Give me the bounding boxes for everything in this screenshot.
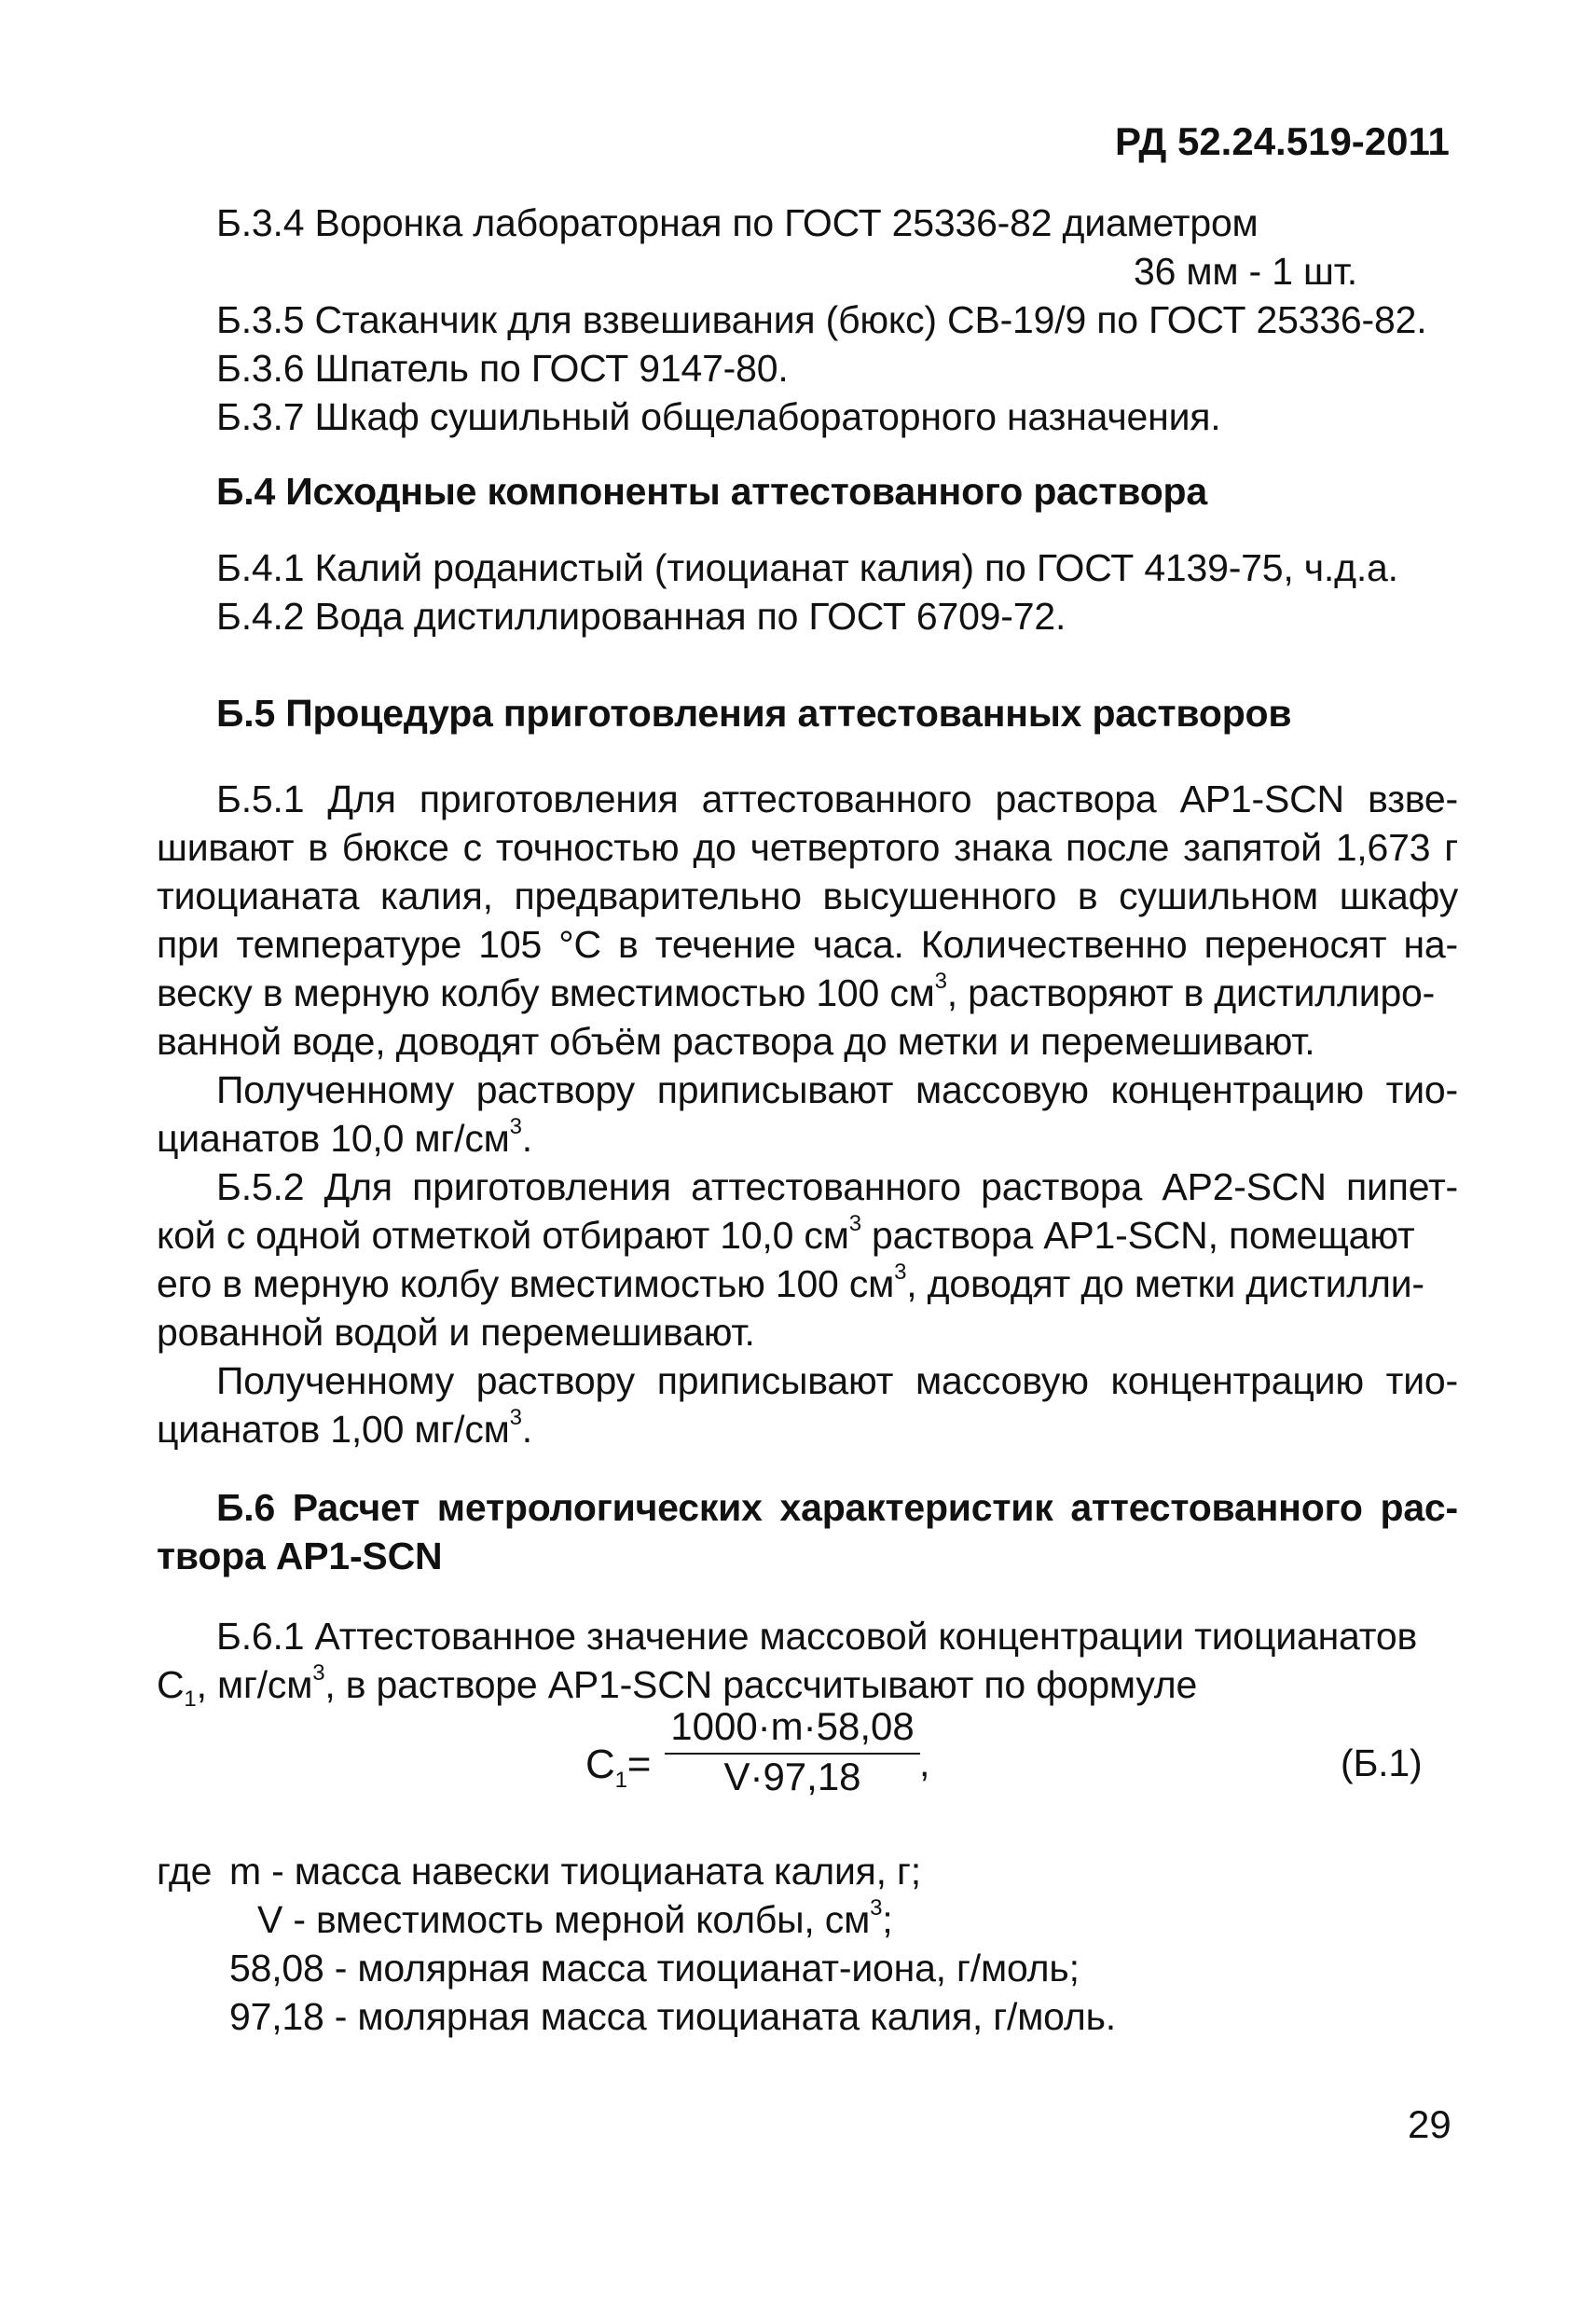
item-b3-4: Б.3.4 Воронка лабораторная по ГОСТ 25336-82 диаметром: [216, 201, 1259, 244]
b6-1-line1: Б.6.1 Аттестованное значение массовой концентрации тиоцианатов: [216, 1615, 1418, 1658]
page-number: 29: [1408, 2102, 1452, 2146]
b5-2-conc-line2: цианатов 1,00 $мг/см^3$.: [157, 1405, 532, 1451]
where-label: где: [157, 1850, 213, 1893]
formula-numerator: 1000·m·58,08: [665, 1704, 920, 1755]
heading-b4: Б.4 Исходные компоненты аттестованного раствора: [216, 470, 1208, 513]
formula-lhs: $C_1=$: [585, 1742, 652, 1793]
formula-comma: ,: [919, 1742, 930, 1784]
b5-1-line6: ванной воде, доводят объём раствора до метки и перемешивают.: [157, 1020, 1315, 1063]
heading-b6-line2: твора АР1-SCN: [157, 1535, 443, 1577]
b5-2-line4: рованной водой и перемешивают.: [157, 1311, 755, 1354]
definition-97: 97,18 - молярная масса тиоцианата калия, г/моль.: [229, 1995, 1116, 2038]
item-b3-7: Б.3.7 Шкаф сушильный общелабораторного назначения.: [216, 395, 1221, 438]
b5-2-line3: его в мерную колбу вместимостью 100 $см^3$, доводят до метки дистилли-: [157, 1260, 1424, 1305]
definition-m: m - масса навески тиоцианата калия, г;: [229, 1850, 921, 1893]
definition-v: V - вместимость мерной колбы, $см^3$;: [257, 1895, 893, 1941]
item-b3-6: Б.3.6 Шпатель по ГОСТ 9147-80.: [216, 347, 789, 390]
formula-denominator: V·97,18: [723, 1755, 861, 1798]
formula-fraction: [653, 1704, 932, 1799]
b5-1-line2: шивают в бюксе с точностью до четвертого знака после запятой 1,673 г: [157, 826, 1458, 869]
b5-1-line4: при температуре 105 °С в течение часа. Количественно переносят на-: [157, 923, 1458, 966]
document-code: РД 52.24.519-2011: [1115, 119, 1450, 163]
b5-1-line5: веску в мерную колбу вместимостью 100 $см^3$, растворяют в дистиллиро-: [157, 969, 1436, 1014]
b5-2-line1: Б.5.2 Для приготовления аттестованного раствора АР2-SCN пипет-: [216, 1165, 1458, 1208]
item-b3-4-cont: 36 мм - 1 шт.: [1134, 250, 1357, 293]
b6-1-line2: $С_1$, $мг/см^3$, в растворе АР1-SCN рассчитывают по формуле: [157, 1660, 1198, 1713]
definition-58: 58,08 - молярная масса тиоцианат-иона, г/моль;: [229, 1947, 1080, 1989]
b5-1-conc-line2: цианатов 10,0 $мг/см^3$.: [157, 1114, 532, 1160]
item-b3-5: Б.3.5 Стаканчик для взвешивания (бюкс) СВ-19/9 по ГОСТ 25336-82.: [216, 298, 1427, 341]
b5-1-line3: тиоцианата калия, предварительно высушенного в сушильном шкафу: [157, 874, 1458, 917]
b5-1-conc-line1: Полученному раствору приписывают массовую концентрацию тио-: [216, 1068, 1458, 1111]
item-b4-2: Б.4.2 Вода дистиллированная по ГОСТ 6709-72.: [216, 595, 1066, 638]
b5-1-line1: Б.5.1 Для приготовления аттестованного раствора АР1-SCN взве-: [216, 778, 1458, 820]
b5-2-line2: кой с одной отметкой отбирают 10,0 $см^3$ раствора АР1-SCN, помещают: [157, 1211, 1415, 1257]
item-b4-1: Б.4.1 Калий роданистый (тиоцианат калия) по ГОСТ 4139-75, ч.д.а.: [216, 546, 1398, 589]
b5-2-conc-line1: Полученному раствору приписывают массовую концентрацию тио-: [216, 1359, 1458, 1402]
formula-label: (Б.1): [1341, 1742, 1423, 1784]
heading-b5: Б.5 Процедура приготовления аттестованных растворов: [216, 692, 1292, 735]
heading-b6-line1: Б.6 Расчет метрологических характеристик аттестованного рас-: [216, 1486, 1458, 1529]
